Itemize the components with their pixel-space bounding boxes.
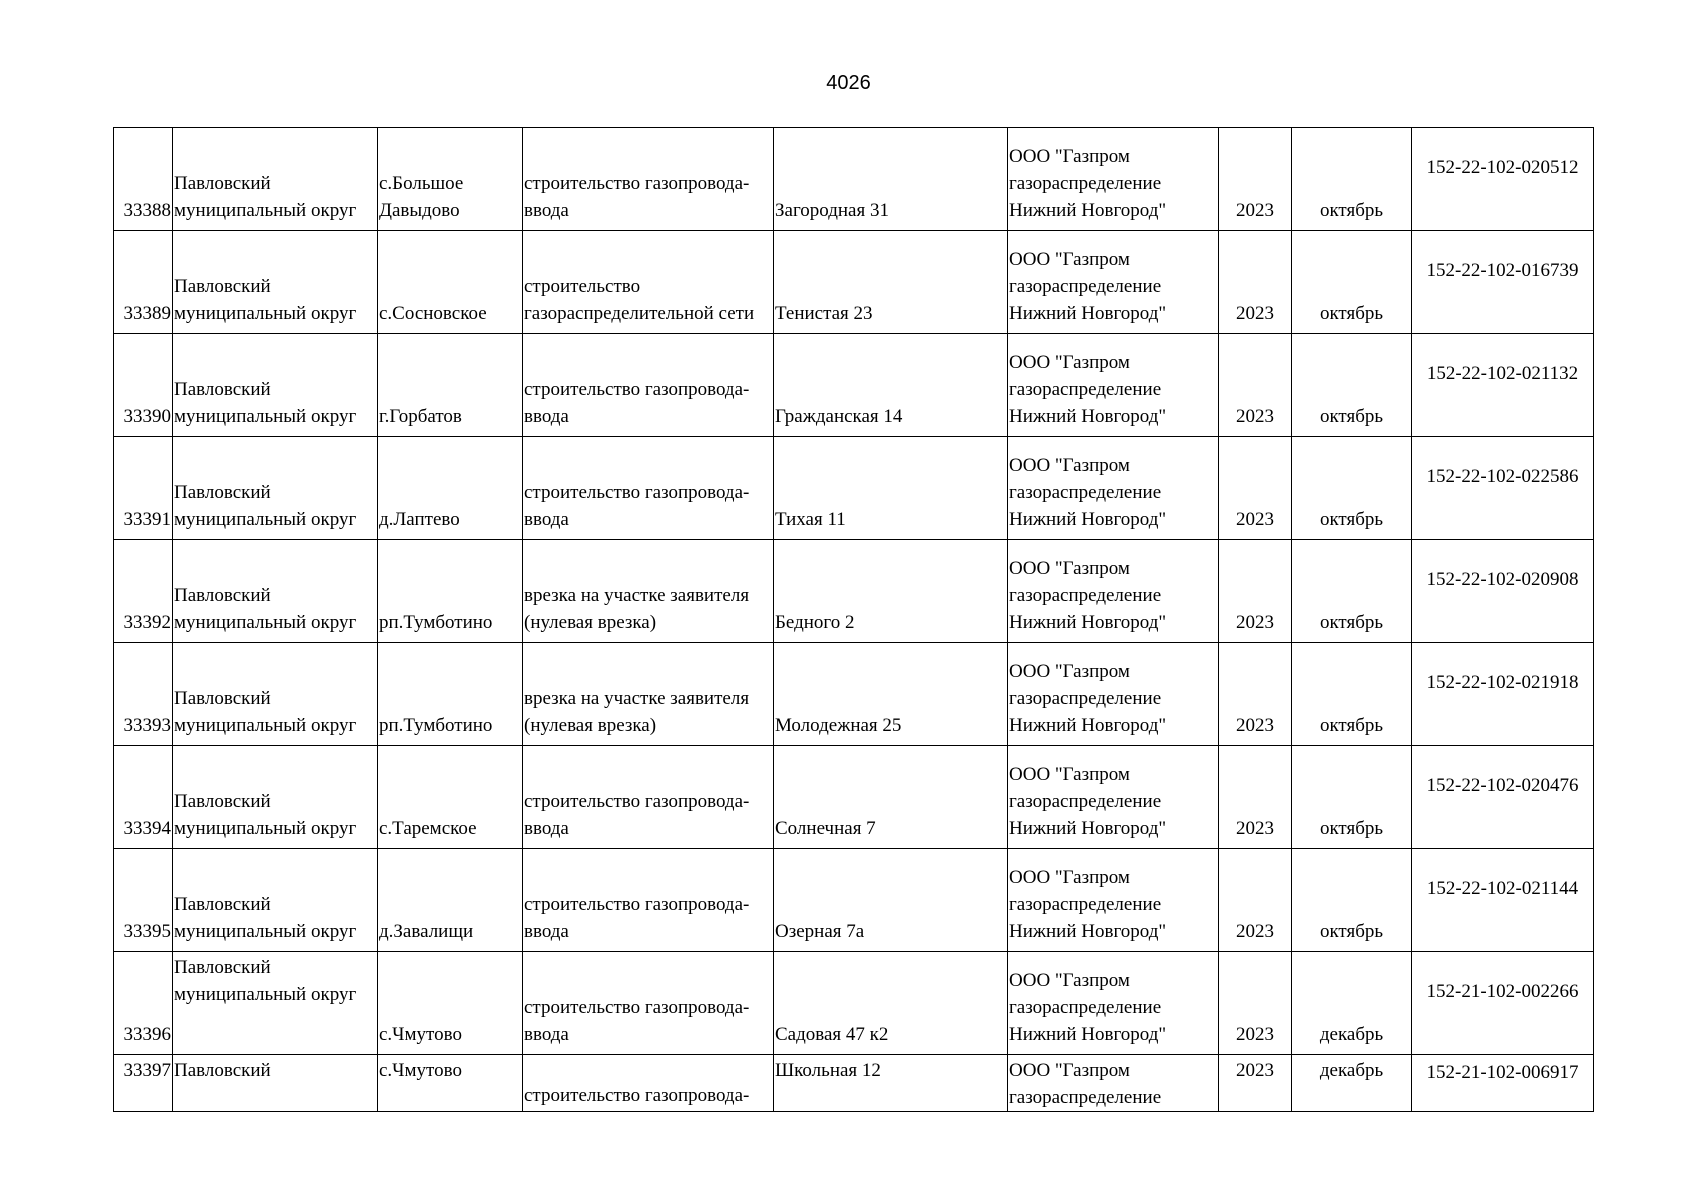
address-cell-content: Озерная 7а bbox=[775, 921, 865, 942]
address-cell bbox=[774, 437, 1008, 540]
month-cell bbox=[1292, 746, 1412, 849]
organization-cell-line: Нижний Новгород" bbox=[1009, 715, 1167, 736]
settlement-cell bbox=[378, 128, 523, 231]
settlement-cell-line: с.Таремское bbox=[379, 818, 477, 839]
organization-cell-content bbox=[1009, 555, 1217, 642]
organization-cell-line: газораспределение bbox=[1009, 791, 1162, 812]
month-cell-content: октябрь bbox=[1319, 200, 1384, 221]
year-cell bbox=[1219, 334, 1292, 437]
settlement-cell bbox=[378, 849, 523, 952]
work-type-cell-content bbox=[524, 788, 772, 848]
work-type-cell-content bbox=[524, 273, 772, 333]
table-row bbox=[114, 952, 1594, 1055]
settlement-cell-line: с.Большое bbox=[379, 173, 464, 194]
organization-cell-line: Нижний Новгород" bbox=[1009, 818, 1167, 839]
organization-cell bbox=[1008, 540, 1219, 643]
district-cell bbox=[173, 849, 378, 952]
address-cell bbox=[774, 1055, 1008, 1112]
organization-cell-line: газораспределение bbox=[1009, 585, 1162, 606]
district-cell-line: муниципальный округ bbox=[174, 612, 357, 633]
organization-cell bbox=[1008, 952, 1219, 1055]
year-cell-content: 2023 bbox=[1236, 921, 1274, 942]
district-cell-line: муниципальный округ bbox=[174, 818, 357, 839]
application-code-cell-content: 152-22-102-020476 bbox=[1426, 775, 1579, 796]
work-type-cell-content bbox=[524, 479, 772, 539]
work-type-cell bbox=[523, 849, 774, 952]
page-number: 4026 bbox=[826, 72, 871, 94]
organization-cell-content bbox=[1009, 761, 1217, 848]
settlement-cell-line: с.Сосновское bbox=[379, 303, 487, 324]
organization-cell-content bbox=[1009, 1055, 1217, 1111]
address-cell bbox=[774, 334, 1008, 437]
address-cell-content: Тихая 11 bbox=[775, 509, 846, 530]
organization-cell-line: Нижний Новгород" bbox=[1009, 509, 1167, 530]
year-cell-content: 2023 bbox=[1236, 612, 1274, 633]
year-cell-content: 2023 bbox=[1236, 715, 1274, 736]
organization-cell-content bbox=[1009, 349, 1217, 436]
organization-cell-line: газораспределение bbox=[1009, 379, 1162, 400]
organization-cell-line: газораспределение bbox=[1009, 173, 1162, 194]
address-cell bbox=[774, 231, 1008, 334]
work-type-cell-line: ввода bbox=[524, 509, 569, 530]
district-cell-line: муниципальный округ bbox=[174, 406, 357, 427]
row-number-cell bbox=[114, 128, 173, 231]
organization-cell bbox=[1008, 437, 1219, 540]
row-number-cell-content: 33392 bbox=[123, 612, 171, 633]
table-row bbox=[114, 540, 1594, 643]
application-code-cell-content: 152-21-102-006917 bbox=[1426, 1062, 1579, 1083]
month-cell bbox=[1292, 952, 1412, 1055]
organization-cell-line: ООО "Газпром bbox=[1009, 867, 1130, 888]
table-row bbox=[114, 128, 1594, 231]
work-type-cell-line: строительство газопровода- bbox=[524, 997, 750, 1018]
district-cell-line: Павловский bbox=[174, 482, 271, 503]
district-cell-content bbox=[174, 582, 376, 642]
year-cell bbox=[1219, 437, 1292, 540]
address-cell bbox=[774, 540, 1008, 643]
table-row bbox=[114, 643, 1594, 746]
organization-cell-line: Нижний Новгород" bbox=[1009, 1024, 1167, 1045]
district-cell-content bbox=[174, 952, 376, 1008]
district-cell-line: муниципальный округ bbox=[174, 509, 357, 530]
settlement-cell-content bbox=[379, 300, 521, 333]
row-number-cell-content: 33397 bbox=[123, 1060, 171, 1081]
district-cell bbox=[173, 437, 378, 540]
organization-cell-content bbox=[1009, 452, 1217, 539]
organization-cell-line: газораспределение bbox=[1009, 688, 1162, 709]
work-type-cell bbox=[523, 334, 774, 437]
table-row bbox=[114, 231, 1594, 334]
application-code-cell-content: 152-22-102-016739 bbox=[1426, 260, 1579, 281]
address-cell-content: Бедного 2 bbox=[775, 612, 855, 633]
district-cell bbox=[173, 643, 378, 746]
month-cell bbox=[1292, 334, 1412, 437]
application-code-cell bbox=[1412, 849, 1594, 952]
work-type-cell-line: врезка на участке заявителя bbox=[524, 585, 750, 606]
organization-cell-line: ООО "Газпром bbox=[1009, 661, 1130, 682]
month-cell bbox=[1292, 437, 1412, 540]
address-cell bbox=[774, 643, 1008, 746]
address-cell-content: Солнечная 7 bbox=[775, 818, 876, 839]
row-number-cell bbox=[114, 334, 173, 437]
month-cell bbox=[1292, 231, 1412, 334]
month-cell-content: октябрь bbox=[1319, 612, 1384, 633]
application-code-cell bbox=[1412, 437, 1594, 540]
application-code-cell-content: 152-22-102-021144 bbox=[1426, 878, 1579, 899]
work-type-cell bbox=[523, 437, 774, 540]
settlement-cell-line: г.Горбатов bbox=[379, 406, 462, 427]
work-type-cell bbox=[523, 952, 774, 1055]
organization-cell bbox=[1008, 746, 1219, 849]
settlement-cell-line: Давыдово bbox=[379, 200, 460, 221]
settlement-cell bbox=[378, 437, 523, 540]
organization-cell-line: ООО "Газпром bbox=[1009, 249, 1130, 270]
district-cell-content bbox=[174, 1055, 376, 1084]
row-number-cell-content: 33394 bbox=[123, 818, 171, 839]
table-row bbox=[114, 746, 1594, 849]
work-type-cell-line: строительство газопровода- bbox=[524, 379, 750, 400]
work-type-cell-content bbox=[524, 891, 772, 951]
settlement-cell bbox=[378, 231, 523, 334]
organization-cell bbox=[1008, 849, 1219, 952]
settlement-cell-content bbox=[379, 506, 521, 539]
organization-cell-line: газораспределение bbox=[1009, 276, 1162, 297]
organization-cell-line: газораспределение bbox=[1009, 997, 1162, 1018]
row-number-cell bbox=[114, 540, 173, 643]
work-type-cell-line: ввода bbox=[524, 200, 569, 221]
year-cell-content: 2023 bbox=[1236, 406, 1274, 427]
work-type-cell bbox=[523, 128, 774, 231]
year-cell bbox=[1219, 128, 1292, 231]
district-cell-line: муниципальный округ bbox=[174, 715, 357, 736]
work-type-cell-line: строительство газопровода- bbox=[524, 1085, 750, 1106]
organization-cell-line: Нижний Новгород" bbox=[1009, 303, 1167, 324]
work-type-cell bbox=[523, 231, 774, 334]
table-body bbox=[114, 128, 1594, 1112]
settlement-cell-content bbox=[379, 1021, 521, 1054]
month-cell-content: октябрь bbox=[1319, 406, 1384, 427]
month-cell bbox=[1292, 643, 1412, 746]
work-type-cell-line: строительство газопровода- bbox=[524, 482, 750, 503]
year-cell bbox=[1219, 746, 1292, 849]
address-cell-content: Школьная 12 bbox=[775, 1060, 881, 1081]
work-type-cell-line: (нулевая врезка) bbox=[524, 612, 657, 633]
district-cell-line: Павловский bbox=[174, 173, 271, 194]
organization-cell bbox=[1008, 128, 1219, 231]
work-type-cell-content bbox=[524, 170, 772, 230]
organization-cell-line: газораспределение bbox=[1009, 894, 1162, 915]
district-cell bbox=[173, 1055, 378, 1112]
year-cell bbox=[1219, 849, 1292, 952]
work-type-cell-content bbox=[524, 994, 772, 1054]
settlement-cell-line: с.Чмутово bbox=[379, 1024, 462, 1045]
work-type-cell-line: врезка на участке заявителя bbox=[524, 688, 750, 709]
work-type-cell bbox=[523, 540, 774, 643]
organization-cell-content bbox=[1009, 967, 1217, 1054]
district-cell-line: Павловский bbox=[174, 379, 271, 400]
settlement-cell bbox=[378, 952, 523, 1055]
settlement-cell-content bbox=[379, 170, 521, 230]
work-type-cell-content bbox=[524, 376, 772, 436]
district-cell bbox=[173, 128, 378, 231]
table-row bbox=[114, 1055, 1594, 1112]
month-cell-content: октябрь bbox=[1319, 818, 1384, 839]
work-type-cell-line: строительство газопровода- bbox=[524, 894, 750, 915]
district-cell-content bbox=[174, 685, 376, 745]
address-cell bbox=[774, 128, 1008, 231]
organization-cell-line: ООО "Газпром bbox=[1009, 146, 1130, 167]
month-cell-content: октябрь bbox=[1319, 509, 1384, 530]
settlement-cell-line: д.Завалищи bbox=[379, 921, 474, 942]
address-cell-content: Садовая 47 к2 bbox=[775, 1024, 889, 1045]
application-code-cell bbox=[1412, 334, 1594, 437]
work-type-cell-line: (нулевая врезка) bbox=[524, 715, 657, 736]
organization-cell-content bbox=[1009, 143, 1217, 230]
organization-cell-line: ООО "Газпром bbox=[1009, 352, 1130, 373]
row-number-cell bbox=[114, 643, 173, 746]
row-number-cell bbox=[114, 437, 173, 540]
table-row bbox=[114, 437, 1594, 540]
work-type-cell-content bbox=[524, 1055, 772, 1109]
application-code-cell-content: 152-22-102-021918 bbox=[1426, 672, 1579, 693]
organization-cell-line: ООО "Газпром bbox=[1009, 970, 1130, 991]
district-cell-line: Павловский bbox=[174, 894, 271, 915]
district-cell bbox=[173, 746, 378, 849]
address-cell bbox=[774, 746, 1008, 849]
table-row bbox=[114, 334, 1594, 437]
organization-cell-line: Нижний Новгород" bbox=[1009, 200, 1167, 221]
row-number-cell-content: 33396 bbox=[123, 1024, 171, 1045]
work-type-cell bbox=[523, 1055, 774, 1112]
work-type-cell-line: газораспределительной сети bbox=[524, 303, 755, 324]
work-type-cell-line: строительство bbox=[524, 276, 641, 297]
work-type-cell-line: ввода bbox=[524, 406, 569, 427]
application-code-cell-content: 152-22-102-021132 bbox=[1426, 363, 1579, 384]
application-code-cell bbox=[1412, 231, 1594, 334]
organization-cell bbox=[1008, 1055, 1219, 1112]
application-code-cell-content: 152-21-102-002266 bbox=[1426, 981, 1579, 1002]
application-code-cell bbox=[1412, 952, 1594, 1055]
year-cell-content: 2023 bbox=[1236, 303, 1274, 324]
year-cell-content: 2023 bbox=[1236, 1060, 1274, 1081]
month-cell bbox=[1292, 540, 1412, 643]
district-cell-line: Павловский bbox=[174, 276, 271, 297]
work-type-cell bbox=[523, 643, 774, 746]
settlement-cell-content bbox=[379, 815, 521, 848]
district-cell bbox=[173, 540, 378, 643]
district-cell-content bbox=[174, 273, 376, 333]
year-cell-content: 2023 bbox=[1236, 509, 1274, 530]
month-cell-content: октябрь bbox=[1319, 715, 1384, 736]
application-code-cell bbox=[1412, 643, 1594, 746]
row-number-cell-content: 33389 bbox=[123, 303, 171, 324]
row-number-cell bbox=[114, 1055, 173, 1112]
work-type-cell-content bbox=[524, 685, 772, 745]
settlement-cell bbox=[378, 746, 523, 849]
address-cell bbox=[774, 849, 1008, 952]
settlement-cell bbox=[378, 1055, 523, 1112]
district-cell-line: Павловский bbox=[174, 791, 271, 812]
month-cell-content: декабрь bbox=[1319, 1060, 1384, 1081]
settlement-cell-line: рп.Тумботино bbox=[379, 715, 493, 736]
row-number-cell bbox=[114, 231, 173, 334]
district-cell-line: Павловский bbox=[174, 585, 271, 606]
application-code-cell bbox=[1412, 128, 1594, 231]
work-type-cell-line: строительство газопровода- bbox=[524, 173, 750, 194]
district-cell-line: Павловский bbox=[174, 957, 271, 978]
district-cell-content bbox=[174, 376, 376, 436]
settlement-cell-content bbox=[379, 403, 521, 436]
address-cell-content: Гражданская 14 bbox=[775, 406, 903, 427]
row-number-cell-content: 33391 bbox=[123, 509, 171, 530]
settlement-cell-line: д.Лаптево bbox=[379, 509, 460, 530]
row-number-cell-content: 33388 bbox=[123, 200, 171, 221]
application-code-cell bbox=[1412, 1055, 1594, 1112]
application-code-cell-content: 152-22-102-020908 bbox=[1426, 569, 1579, 590]
application-code-cell bbox=[1412, 746, 1594, 849]
district-cell-line: Павловский bbox=[174, 688, 271, 709]
settlement-cell-line: рп.Тумботино bbox=[379, 612, 493, 633]
work-type-cell-content bbox=[524, 582, 772, 642]
month-cell bbox=[1292, 849, 1412, 952]
month-cell bbox=[1292, 1055, 1412, 1112]
district-cell-content bbox=[174, 479, 376, 539]
address-cell-content: Молодежная 25 bbox=[775, 715, 902, 736]
organization-cell-line: Нижний Новгород" bbox=[1009, 612, 1167, 633]
district-cell bbox=[173, 952, 378, 1055]
year-cell bbox=[1219, 540, 1292, 643]
work-type-cell-line: строительство газопровода- bbox=[524, 791, 750, 812]
organization-cell-content bbox=[1009, 658, 1217, 745]
work-type-cell bbox=[523, 746, 774, 849]
settlement-cell bbox=[378, 540, 523, 643]
row-number-cell bbox=[114, 849, 173, 952]
registry-table bbox=[113, 127, 1594, 1112]
district-cell-line: муниципальный округ bbox=[174, 921, 357, 942]
address-cell-content: Загородная 31 bbox=[775, 200, 889, 221]
table-row bbox=[114, 849, 1594, 952]
district-cell-line: Павловский bbox=[174, 1060, 271, 1081]
organization-cell-line: газораспределение bbox=[1009, 1087, 1162, 1108]
organization-cell-line: ООО "Газпром bbox=[1009, 455, 1130, 476]
application-code-cell-content: 152-22-102-022586 bbox=[1426, 466, 1579, 487]
year-cell bbox=[1219, 952, 1292, 1055]
year-cell-content: 2023 bbox=[1236, 818, 1274, 839]
organization-cell-line: ООО "Газпром bbox=[1009, 1060, 1130, 1081]
settlement-cell bbox=[378, 643, 523, 746]
settlement-cell bbox=[378, 334, 523, 437]
district-cell-content bbox=[174, 788, 376, 848]
row-number-cell bbox=[114, 746, 173, 849]
organization-cell bbox=[1008, 334, 1219, 437]
settlement-cell-content bbox=[379, 1055, 521, 1084]
organization-cell-line: Нижний Новгород" bbox=[1009, 921, 1167, 942]
district-cell-line: муниципальный округ bbox=[174, 984, 357, 1005]
settlement-cell-content bbox=[379, 609, 521, 642]
organization-cell bbox=[1008, 231, 1219, 334]
work-type-cell-line: ввода bbox=[524, 818, 569, 839]
district-cell bbox=[173, 334, 378, 437]
year-cell-content: 2023 bbox=[1236, 1024, 1274, 1045]
district-cell-line: муниципальный округ bbox=[174, 200, 357, 221]
year-cell bbox=[1219, 1055, 1292, 1112]
organization-cell-line: ООО "Газпром bbox=[1009, 558, 1130, 579]
district-cell-line: муниципальный округ bbox=[174, 303, 357, 324]
settlement-cell-content bbox=[379, 712, 521, 745]
organization-cell bbox=[1008, 643, 1219, 746]
row-number-cell-content: 33390 bbox=[123, 406, 171, 427]
month-cell bbox=[1292, 128, 1412, 231]
organization-cell-line: газораспределение bbox=[1009, 482, 1162, 503]
address-cell bbox=[774, 952, 1008, 1055]
organization-cell-content bbox=[1009, 864, 1217, 951]
district-cell-content bbox=[174, 170, 376, 230]
year-cell bbox=[1219, 643, 1292, 746]
row-number-cell-content: 33395 bbox=[123, 921, 171, 942]
district-cell bbox=[173, 231, 378, 334]
row-number-cell bbox=[114, 952, 173, 1055]
application-code-cell bbox=[1412, 540, 1594, 643]
organization-cell-line: Нижний Новгород" bbox=[1009, 406, 1167, 427]
month-cell-content: декабрь bbox=[1319, 1024, 1384, 1045]
settlement-cell-content bbox=[379, 918, 521, 951]
month-cell-content: октябрь bbox=[1319, 921, 1384, 942]
district-cell-content bbox=[174, 891, 376, 951]
year-cell-content: 2023 bbox=[1236, 200, 1274, 221]
settlement-cell-line: с.Чмутово bbox=[379, 1060, 462, 1081]
organization-cell-content bbox=[1009, 246, 1217, 333]
address-cell-content: Тенистая 23 bbox=[775, 303, 873, 324]
year-cell bbox=[1219, 231, 1292, 334]
work-type-cell-line: ввода bbox=[524, 1024, 569, 1045]
organization-cell-line: ООО "Газпром bbox=[1009, 764, 1130, 785]
work-type-cell-line: ввода bbox=[524, 921, 569, 942]
row-number-cell-content: 33393 bbox=[123, 715, 171, 736]
application-code-cell-content: 152-22-102-020512 bbox=[1426, 157, 1579, 178]
month-cell-content: октябрь bbox=[1319, 303, 1384, 324]
